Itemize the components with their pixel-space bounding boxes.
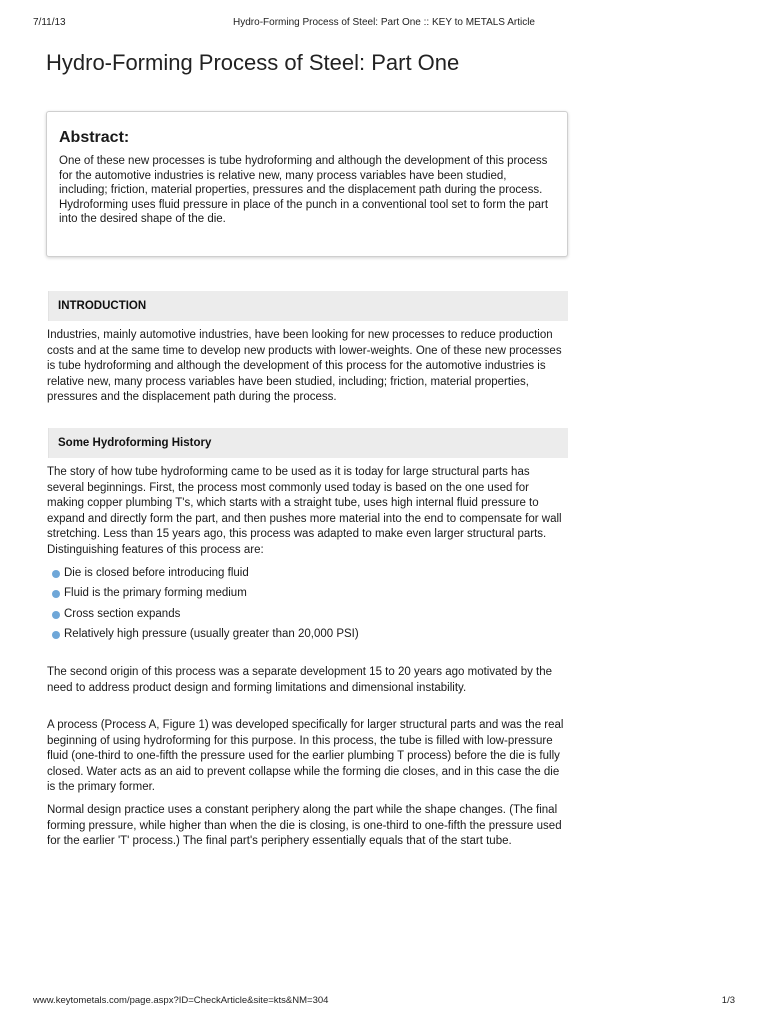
history-paragraph-2: The second origin of this process was a separate development 15 to 20 years ago motivated by the need to address product design and forming limitations and dimensional instability. [47, 666, 553, 694]
feature-text: Relatively high pressure (usually greater than 20,000 PSI) [64, 627, 359, 640]
list-item [50, 566, 359, 586]
print-footer [33, 995, 735, 1007]
list-item [50, 627, 359, 647]
abstract-heading: Abstract: [59, 129, 130, 146]
introduction-paragraph: Industries, mainly automotive industries, have been looking for new processes to reduce production costs and at the same time to develop new products with lower-weights. One of these new processes is tube hydroforming and although the development of this process for the automotive industries is relative new, many process variables have been studied, including; friction, material properties, pressures and the displacement path during the process. [47, 329, 562, 403]
abstract-paragraph-2: Hydroforming uses fluid pressure in place of the punch in a conventional tool set to form the part into the desired shape of the die. [59, 198, 549, 226]
footer-url: www.keytometals.com/page.aspx?ID=CheckArticle&site=kts&NM=304 [33, 995, 329, 1006]
page-title: Hydro-Forming Process of Steel: Part One [46, 50, 460, 75]
history-paragraph-3: A process (Process A, Figure 1) was developed specifically for larger structural parts and was the real beginning of using hydroforming for this purpose. In this process, the tube is filled with low-pressure fluid (one-third to one-fifth the pressure used for the earlier plumbing T process) before the die is fully closed. Water acts as an aid to prevent collapse while the forming die closes, and in this case the die is the primary former. [47, 719, 564, 793]
bullet-icon [52, 631, 60, 639]
page-number: 1/3 [721, 995, 735, 1006]
bullet-icon [52, 590, 60, 598]
print-date: 7/11/13 [33, 17, 66, 28]
history-heading: Some Hydroforming History [48, 428, 568, 458]
feature-text: Fluid is the primary forming medium [64, 587, 247, 600]
print-header [33, 17, 735, 31]
history-paragraph-4: Normal design practice uses a constant periphery along the part while the shape changes. (The final forming pressure, while higher than when the die is closing, is one-third to one-fifth the pressure used for the earlier 'T' process.) The final part's periphery essentially equals that of the start tube. [47, 804, 562, 847]
print-page-title: Hydro-Forming Process of Steel: Part One :: KEY to METALS Article [233, 17, 535, 28]
list-item [50, 607, 359, 627]
feature-text: Die is closed before introducing fluid [64, 567, 249, 579]
abstract-box [46, 111, 568, 257]
introduction-heading: INTRODUCTION [48, 291, 568, 321]
history-paragraph-1: The story of how tube hydroforming came to be used as it is today for large structural parts has several beginnings. First, the process most commonly used today is based on the one used for making copper plumbing T's, which starts with a straight tube, uses high internal fluid pressure to expand and directly form the part, and then pushes more material into the end to compensate for wall stretching. Less than 15 years ago, this process was adapted to make even larger structural parts. Distinguishing features of this process are: [47, 466, 562, 556]
features-list [50, 566, 359, 647]
list-item [50, 586, 359, 606]
bullet-icon [52, 570, 60, 578]
abstract-paragraph-1: One of these new processes is tube hydroforming and although the development of this process for the automotive industries is relative new, many process variables have been studied, including; friction, material properties, pressures and the displacement path during the process. [59, 155, 548, 197]
feature-text: Cross section expands [64, 607, 181, 620]
bullet-icon [52, 611, 60, 619]
